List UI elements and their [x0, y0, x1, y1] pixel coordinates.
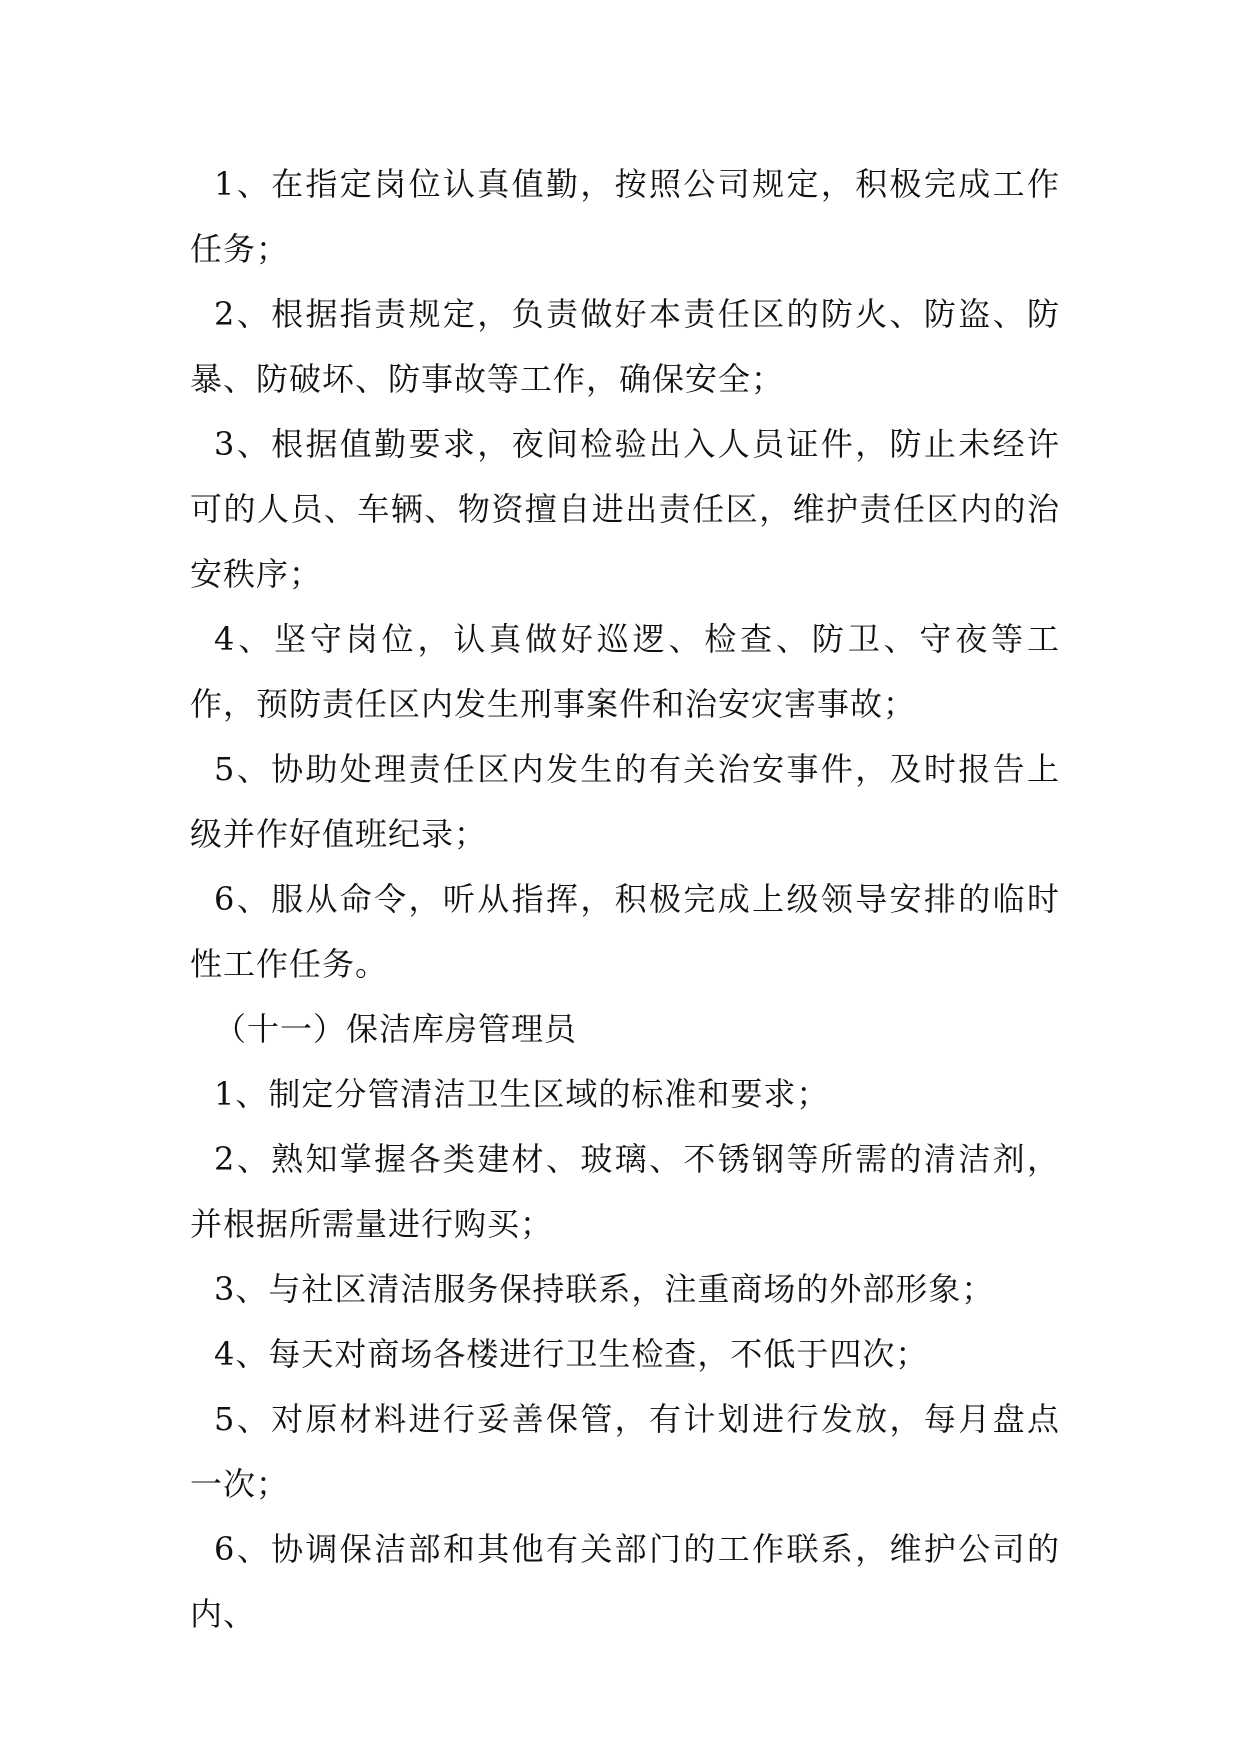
cleaning-item-5: 5、对原材料进行妥善保管，有计划进行发放，每月盘点一次；: [190, 1400, 1060, 1503]
document-body: [190, 152, 1060, 1647]
section-heading: （十一）保洁库房管理员: [214, 1010, 578, 1048]
duty-item-3: 3、根据值勤要求，夜间检验出入人员证件，防止未经许可的人员、车辆、物资擅自进出责任区，维护责任区内的治安秩序；: [190, 425, 1060, 593]
duty-item-6: 6、服从命令，听从指挥，积极完成上级领导安排的临时性工作任务。: [190, 880, 1060, 983]
duty-item-4: 4、坚守岗位，认真做好巡逻、检查、防卫、守夜等工作，预防责任区内发生刑事案件和治安灾害事故；: [190, 620, 1060, 723]
cleaning-item-1: 1、制定分管清洁卫生区域的标准和要求；: [214, 1075, 830, 1113]
cleaning-item-4: 4、每天对商场各楼进行卫生检查，不低于四次；: [214, 1335, 929, 1373]
duty-item-1: 1、在指定岗位认真值勤，按照公司规定，积极完成工作任务；: [190, 165, 1060, 268]
duty-item-2: 2、根据指责规定，负责做好本责任区的防火、防盗、防暴、防破坏、防事故等工作，确保安全；: [190, 295, 1060, 398]
cleaning-item-2: 2、熟知掌握各类建材、玻璃、不锈钢等所需的清洁剂，并根据所需量进行购买；: [190, 1140, 1060, 1243]
cleaning-item-6: 6、协调保洁部和其他有关部门的工作联系，维护公司的内、: [190, 1530, 1060, 1633]
duty-item-5: 5、协助处理责任区内发生的有关治安事件，及时报告上级并作好值班纪录；: [190, 750, 1060, 853]
cleaning-item-3: 3、与社区清洁服务保持联系，注重商场的外部形象；: [214, 1270, 995, 1308]
